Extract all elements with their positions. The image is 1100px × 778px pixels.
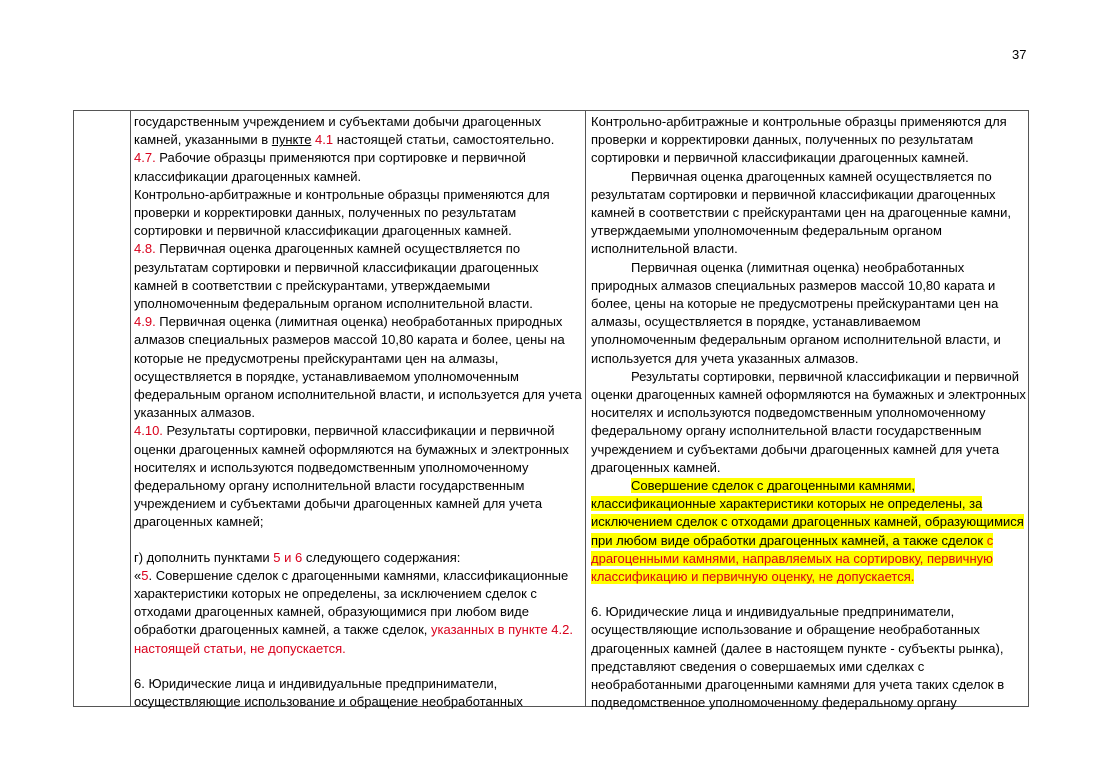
right-column-text: [591, 113, 1027, 713]
link-punkt: пункте: [271, 132, 312, 148]
column-divider: [585, 111, 586, 706]
paragraph: Первичная оценка драгоценных камней осуществляется по результатам сортировки и первичной классификации драгоценных камней в соответствии с прейскурантами цен на драгоценные камни, утверждаемыми уполномоченным федеральным органом исполнительной власти.: [591, 168, 1011, 257]
paragraph: 4.7. Рабочие образцы применяются при сортировке и первичной классификации драгоценных камней.: [134, 150, 526, 184]
paragraph: 4.8. Первичная оценка драгоценных камней осуществляется по результатам сортировки и первичной классификации драгоценных камней в соответствии с прейскурантами, утверждаемыми уполномоченным федеральным органом исполнительной власти.: [134, 241, 539, 312]
paragraph: Контрольно-арбитражные и контрольные образцы применяются для проверки и корректировки данных, полученных по результатам сортировки и первичной классификации драгоценных камней.: [134, 186, 550, 239]
paragraph: Контрольно-арбитражные и контрольные образцы применяются для проверки и корректировки данных, полученных по результатам сортировки и первичной классификации драгоценных камней.: [591, 114, 1007, 166]
paragraph: 4.9. Первичная оценка (лимитная оценка) необработанных природных алмазов специальных размеров массой 10,80 карата и более, цены на которые не предусмотрены прейскурантами цен на алмазы, осуществляется в порядке, устанавливаемом уполномоченным федеральным органом исполнительной власти, и используется для учета указанных алмазов.: [134, 314, 582, 421]
highlighted-paragraph: Совершение сделок с драгоценными камнями, классификационные характеристики которых не определены, за исключением сделок с отходами драгоценных камней, образующимися при любом виде обработки драгоценных камней, а также сделок с драгоценными камнями, направляемых на сортировку, первичную классификацию и первичную оценку, не допускается.: [591, 478, 1024, 585]
column-divider: [130, 111, 131, 706]
paragraph: Первичная оценка (лимитная оценка) необработанных природных алмазов специальных размеров массой 10,80 карата и более, цены на которые не предусмотрены прейскурантами цен на алмазы, осуществляется в порядке, устанавливаемом уполномоченным федеральным органом исполнительной власти, и используется для учета указанных алмазов.: [591, 259, 1001, 366]
left-column-text: [134, 113, 582, 711]
paragraph: г) дополнить пунктами 5 и 6 следующего содержания:: [134, 549, 461, 565]
page-number: 37: [1012, 47, 1027, 62]
paragraph: Результаты сортировки, первичной классификации и первичной оценки драгоценных камней оформляются на бумажных и электронных носителях и используются подведомственным уполномоченному федеральному органу исполнительной власти государственным учреждением и субъектами добычи драгоценных камней для учета драгоценных камней.: [591, 368, 1026, 475]
paragraph: 6. Юридические лица и индивидуальные предприниматели, осуществляющие использование и обращение необработанных драгоценных камней (далее в настоящем пункте - субъекты рынка), представляют сведения о совершаемых ими сделках с необработанными драгоценными камнями для учета таких сделок в подведомственное уполномоченному федеральному органу: [591, 604, 1005, 711]
paragraph: 6. Юридические лица и индивидуальные предприниматели, осуществляющие использование и обращение необработанных: [134, 675, 523, 710]
paragraph: 4.10. Результаты сортировки, первичной классификации и первичной оценки драгоценных камней оформляются на бумажных и электронных носителях и используются подведомственным уполномоченному федеральному органу исполнительной власти государственным учреждением и субъектами добычи драгоценных камней для учета драгоценных камней;: [134, 423, 569, 530]
paragraph: государственным учреждением и субъектами добычи драгоценных камней, указанными в пункте 4.1 настоящей статьи, самостоятельно.: [134, 114, 555, 148]
comparison-table: [73, 110, 1029, 711]
paragraph: «5. Совершение сделок с драгоценными камнями, классификационные характеристики которых не определены, за исключением сделок с отходами драгоценных камней, образующимися при любом виде обработки драгоценных камней, а также сделок, указанных в пункте 4.2. настоящей статьи, не допускается.: [134, 567, 573, 656]
